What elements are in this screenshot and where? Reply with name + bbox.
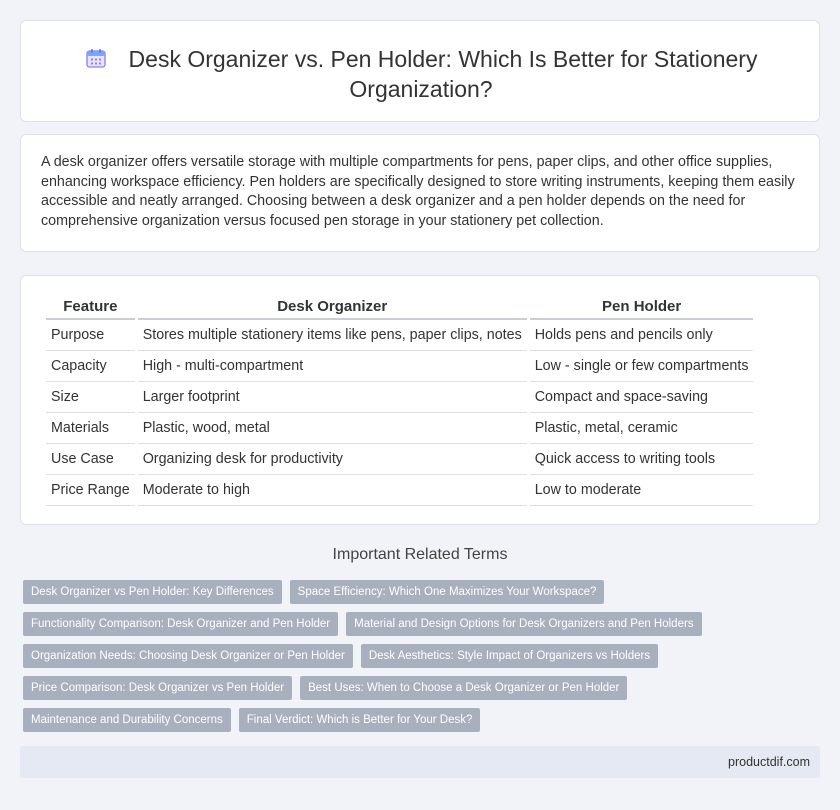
title-card xyxy=(20,20,820,122)
intro-card xyxy=(20,134,820,252)
tag-row xyxy=(23,708,480,732)
pen-holder-cell: Plastic, metal, ceramic xyxy=(530,413,754,444)
table-row xyxy=(46,475,753,506)
feature-cell: Capacity xyxy=(46,351,135,382)
comparison-card xyxy=(20,275,820,525)
table-header-row xyxy=(46,294,753,320)
related-term-tag[interactable]: Organization Needs: Choosing Desk Organizer or Pen Holder xyxy=(23,644,353,668)
related-term-tag[interactable]: Desk Organizer vs Pen Holder: Key Differences xyxy=(23,580,282,604)
related-term-tag[interactable]: Functionality Comparison: Desk Organizer and Pen Holder xyxy=(23,612,338,636)
feature-cell: Materials xyxy=(46,413,135,444)
intro-paragraph: A desk organizer offers versatile storage with multiple compartments for pens, paper clips, and other office supplies, enhancing workspace efficiency. Pen holders are specifically designed to store writing instruments, keeping them easily accessible and neatly arranged. Choosing between a desk organizer and a pen holder depends on the need for comprehensive organization versus focused pen storage in your stationery pet collection. xyxy=(41,154,795,229)
related-term-tag[interactable]: Space Efficiency: Which One Maximizes Your Workspace? xyxy=(290,580,605,604)
desk-organizer-cell: Larger footprint xyxy=(138,382,527,413)
related-term-tag[interactable]: Price Comparison: Desk Organizer vs Pen Holder xyxy=(23,676,292,700)
feature-cell: Price Range xyxy=(46,475,135,506)
tag-row xyxy=(23,612,702,636)
desk-organizer-cell: Moderate to high xyxy=(138,475,527,506)
tag-row xyxy=(23,676,627,700)
pen-holder-cell: Holds pens and pencils only xyxy=(530,320,754,351)
tag-row xyxy=(23,644,658,668)
calendar-icon xyxy=(85,47,107,69)
table-column-header: Pen Holder xyxy=(530,294,754,320)
pen-holder-cell: Quick access to writing tools xyxy=(530,444,754,475)
related-terms-heading: Important Related Terms xyxy=(332,546,508,563)
tag-row xyxy=(23,580,604,604)
footer-site-link[interactable]: productdif.com xyxy=(728,755,810,769)
desk-organizer-cell: Plastic, wood, metal xyxy=(138,413,527,444)
table-column-header: Feature xyxy=(46,294,135,320)
pen-holder-cell: Low - single or few compartments xyxy=(530,351,754,382)
related-term-tag[interactable]: Material and Design Options for Desk Organizers and Pen Holders xyxy=(346,612,701,636)
related-term-tag[interactable]: Final Verdict: Which is Better for Your Desk? xyxy=(239,708,481,732)
desk-organizer-cell: Stores multiple stationery items like pens, paper clips, notes xyxy=(138,320,527,351)
desk-organizer-cell: High - multi-compartment xyxy=(138,351,527,382)
table-row xyxy=(46,444,753,475)
table-row xyxy=(46,320,753,351)
pen-holder-cell: Low to moderate xyxy=(530,475,754,506)
table-row xyxy=(46,351,753,382)
feature-cell: Size xyxy=(46,382,135,413)
related-term-tag[interactable]: Best Uses: When to Choose a Desk Organizer or Pen Holder xyxy=(300,676,627,700)
pen-holder-cell: Compact and space-saving xyxy=(530,382,754,413)
comparison-table xyxy=(43,294,756,506)
table-row xyxy=(46,382,753,413)
table-row xyxy=(46,413,753,444)
footer xyxy=(20,746,820,778)
desk-organizer-cell: Organizing desk for productivity xyxy=(138,444,527,475)
page-title-wrap xyxy=(21,44,821,104)
feature-cell: Use Case xyxy=(46,444,135,475)
feature-cell: Purpose xyxy=(46,320,135,351)
table-column-header: Desk Organizer xyxy=(138,294,527,320)
related-term-tag[interactable]: Maintenance and Durability Concerns xyxy=(23,708,231,732)
page-title: Desk Organizer vs. Pen Holder: Which Is Better for Stationery Organization? xyxy=(128,46,758,102)
related-term-tag[interactable]: Desk Aesthetics: Style Impact of Organizers vs Holders xyxy=(361,644,658,668)
